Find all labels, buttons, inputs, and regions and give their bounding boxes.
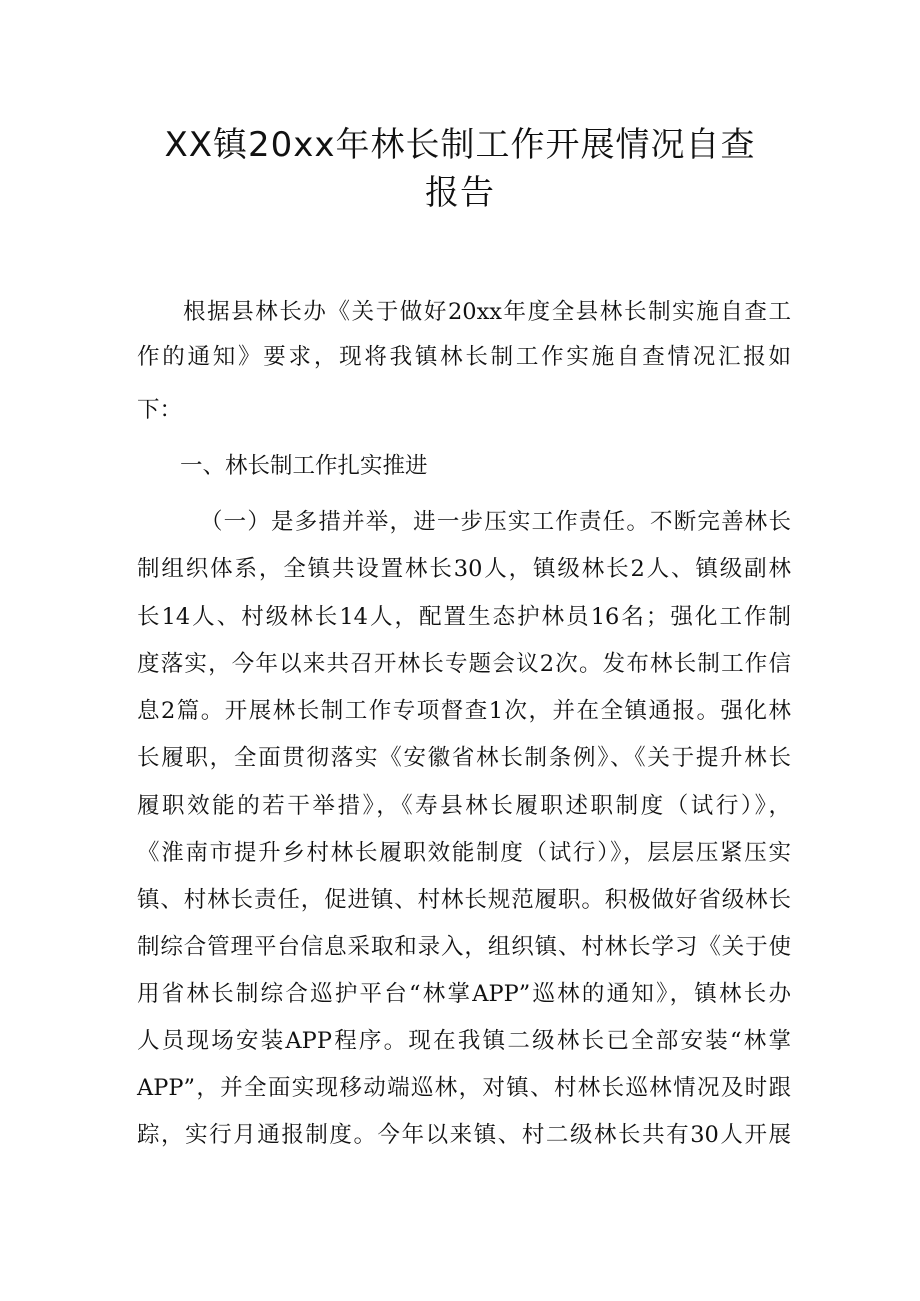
- text-line: 长履职，全面贯彻落实《安徽省林长制条例》、《关于提升林长: [137, 745, 791, 771]
- text-line: 息2篇。开展林长制工作专项督查1次，并在全镇通报。强化林: [137, 698, 791, 724]
- text-line: 长14人、村级林长14人，配置生态护林员16名；强化工作制: [137, 604, 791, 630]
- text-line: 《淮南市提升乡村林长履职效能制度（试行）》，层层压紧压实: [137, 840, 791, 866]
- text-line: 镇、村林长责任，促进镇、村林长规范履职。积极做好省级林长: [137, 887, 791, 913]
- title-line-1: XX镇20xx年林长制工作开展情况自查: [164, 125, 756, 165]
- text-line: 踪，实行月通报制度。今年以来镇、村二级林长共有30人开展: [137, 1122, 791, 1148]
- text-line: 下：: [137, 397, 183, 423]
- text-line: APP”，并全面实现移动端巡林，对镇、村林长巡林情况及时跟: [137, 1075, 791, 1101]
- text-line: 履职效能的若干举措》，《寿县林长履职述职制度（试行）》，: [137, 793, 791, 819]
- text-line: 制综合管理平台信息采取和录入，组织镇、村林长学习《关于使: [137, 934, 791, 960]
- text-line: 人员现场安装APP程序。现在我镇二级林长已全部安装“林掌: [137, 1028, 791, 1054]
- text-line: 用省林长制综合巡护平台“林掌APP”巡林的通知》，镇林长办: [137, 981, 791, 1007]
- text-line: 根据县林长办《关于做好20xx年度全县林长制实施自查工: [183, 299, 791, 325]
- title-line-2: 报告: [425, 173, 495, 213]
- text-line: 作的通知》要求，现将我镇林长制工作实施自查情况汇报如: [137, 344, 791, 370]
- text-line: （一）是多措并举，进一步压实工作责任。不断完善林长: [200, 509, 791, 535]
- section-heading: 一、林长制工作扎实推进: [180, 453, 428, 479]
- text-line: 度落实，今年以来共召开林长专题会议2次。发布林长制工作信: [137, 651, 791, 677]
- text-line: 制组织体系，全镇共设置林长30人，镇级林长2人、镇级副林: [137, 556, 791, 582]
